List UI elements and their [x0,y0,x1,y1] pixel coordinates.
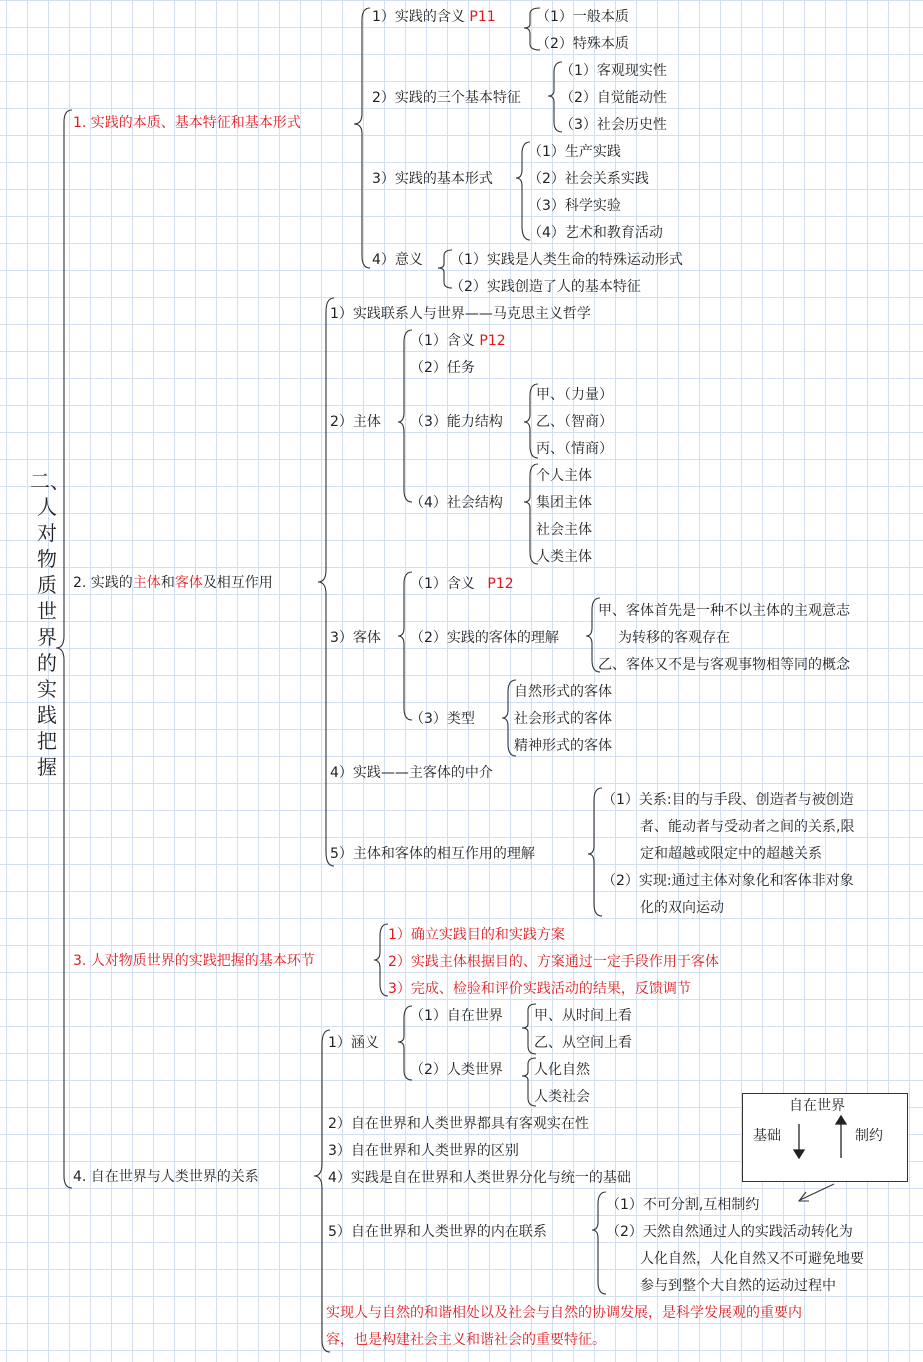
s2-social-item-3: 社会主体 [536,522,592,538]
s2-social-item-4: 人类主体 [536,549,592,565]
section-1-label: 1. 实践的本质、基本特征和基本形式 [73,115,301,131]
s2-subject-task: （2）任务 [410,360,475,376]
s1-forms-item-2: （2）社会关系实践 [528,171,649,187]
s2-subject-social-label: （4）社会结构 [410,495,503,511]
s1-meaning-label [372,8,496,26]
s4-human-item-2: 人类社会 [534,1089,590,1105]
s2-social-item-2: 集团主体 [536,495,592,511]
s1-meaning-ref: P11 [469,9,496,25]
s4-conclusion-line-2: 容，也是构建社会主义和谐社会的重要特征。 [326,1332,606,1348]
main-title: 二、人对物质世界的实践把握 [30,469,70,779]
s4-natural-item-1: 甲、从时间上看 [534,1008,632,1024]
s4-human-item-1: 人化自然 [534,1062,590,1078]
s2-object-label: 3）客体 [330,630,381,646]
s1-forms-item-4: （4）艺术和教育活动 [528,225,663,241]
s4-point-2: 2）自在世界和人类世界都具有客观实在性 [328,1116,589,1132]
s4-point-4: 4）实践是自在世界和人类世界分化与统一的基础 [328,1170,631,1186]
s2-ability-item-2: 乙、（智商） [536,414,613,430]
s2-object-meaning-ref: P12 [487,576,514,592]
s2-understanding-item-2: 为转移的客观存在 [618,630,730,646]
s4-p5-item-3: 人化自然，人化自然又不可避免地要 [640,1251,864,1267]
s1-significance-item-2: （2）实践创造了人的基本特征 [450,279,641,295]
section-1-heading [73,114,301,132]
s2-relation-line-1: （1）关系:目的与手段、创造者与被创造 [602,792,854,808]
s1-meaning-text: 1）实践的含义 [372,9,465,25]
s3-item-1: 1）确立实践目的和实践方案 [388,927,565,943]
s1-features-item-2: （2）自觉能动性 [560,90,667,106]
diagram-top-label: 自在世界 [789,1098,845,1114]
s2-ability-item-3: 丙、（情商） [536,441,613,457]
s4-p5-item-2: （2）天然自然通过人的实践活动转化为 [606,1224,853,1240]
s2-subject-meaning [410,332,506,350]
s2-ability-item-1: 甲、（力量） [536,387,613,403]
s4-natural-item-2: 乙、从空间上看 [534,1035,632,1051]
s1-significance-item-1: （1）实践是人类生命的特殊运动形式 [450,252,683,268]
s2-link: 1）实践联系人与世界——马克思主义哲学 [330,306,591,322]
s1-features-item-3: （3）社会历史性 [560,117,667,133]
s4-human-label: （2）人类世界 [410,1062,503,1078]
s2-relation-line-2: 者、能动者与受动者之间的关系,限 [640,819,855,835]
s2-interaction-label: 5）主体和客体的相互作用的理解 [330,846,535,862]
arrow-up-head-icon [836,1116,846,1124]
section-2-label-subject: 主体 [132,575,161,591]
section-2-label-post: 及相互作用 [202,575,273,591]
s2-subject-label: 2）主体 [330,414,381,430]
s2-relation-line-3: 定和超越或限定中的超越关系 [640,846,822,862]
s2-subject-ability-label: （3）能力结构 [410,414,503,430]
section-2-heading [73,574,273,592]
s2-subject-meaning-ref: P12 [479,333,506,349]
s1-significance-label: 4）意义 [372,252,423,268]
s2-object-types-label: （3）类型 [410,711,475,727]
s2-object-meaning [410,575,514,593]
s2-realization-line-1: （2）实现:通过主体对象化和客体非对象 [602,873,854,889]
s1-forms-label: 3）实践的基本形式 [372,171,493,187]
s2-understanding-item-1: 甲、客体首先是一种不以主体的主观意志 [598,603,850,619]
s2-social-item-1: 个人主体 [536,468,592,484]
diagram-right-label: 制约 [855,1128,883,1144]
s4-point-3: 3）自在世界和人类世界的区别 [328,1143,519,1159]
s4-p5-item-4: 参与到整个大自然的运动过程中 [640,1278,836,1294]
section-2-label-object: 客体 [174,575,203,591]
s2-object-meaning-text: （1）含义 [410,576,475,592]
s1-forms-item-3: （3）科学实验 [528,198,621,214]
s3-item-2: 2）实践主体根据目的、方案通过一定手段作用于客体 [388,954,719,970]
s2-realization-line-2: 化的双向运动 [640,900,724,916]
diagram-left-label: 基础 [753,1128,781,1144]
s2-types-item-3: 精神形式的客体 [514,738,612,754]
world-relation-diagram [742,1093,908,1182]
section-3-label: 3. 人对物质世界的实践把握的基本环节 [73,953,315,969]
s2-object-understanding-label: （2）实践的客体的理解 [410,630,559,646]
s1-features-item-1: （1）客观现实性 [560,63,667,79]
s4-natural-label: （1）自在世界 [410,1008,503,1024]
s1-meaning-item-1: （1）一般本质 [536,9,629,25]
s2-types-item-1: 自然形式的客体 [514,684,612,700]
section-4-label: 4. 自在世界与人类世界的关系 [73,1169,259,1185]
s4-p5-item-1: （1）不可分割,互相制约 [606,1197,760,1213]
s3-item-3: 3）完成、检验和评价实践活动的结果，反馈调节 [388,981,691,997]
s2-understanding-item-3: 乙、客体又不是与客观事物相等同的概念 [598,657,850,673]
s1-forms-item-1: （1）生产实践 [528,144,621,160]
arrow-down-head-icon [794,1150,804,1158]
s4-point-5-label: 5）自在世界和人类世界的内在联系 [328,1224,547,1240]
s4-connotation-label: 1）涵义 [328,1035,379,1051]
s1-features-label: 2）实践的三个基本特征 [372,90,521,106]
s2-types-item-2: 社会形式的客体 [514,711,612,727]
s1-meaning-item-2: （2）特殊本质 [536,36,629,52]
section-2-label-pre: 2. 实践的 [73,575,133,591]
s4-conclusion-line-1: 实现人与自然的和谐相处以及社会与自然的协调发展，是科学发展观的重要内 [326,1305,802,1321]
diagram-arrows [743,1094,907,1181]
s2-subject-meaning-text: （1）含义 [410,333,475,349]
section-2-label-and: 和 [160,575,175,591]
s2-mediator: 4）实践——主客体的中介 [330,765,493,781]
